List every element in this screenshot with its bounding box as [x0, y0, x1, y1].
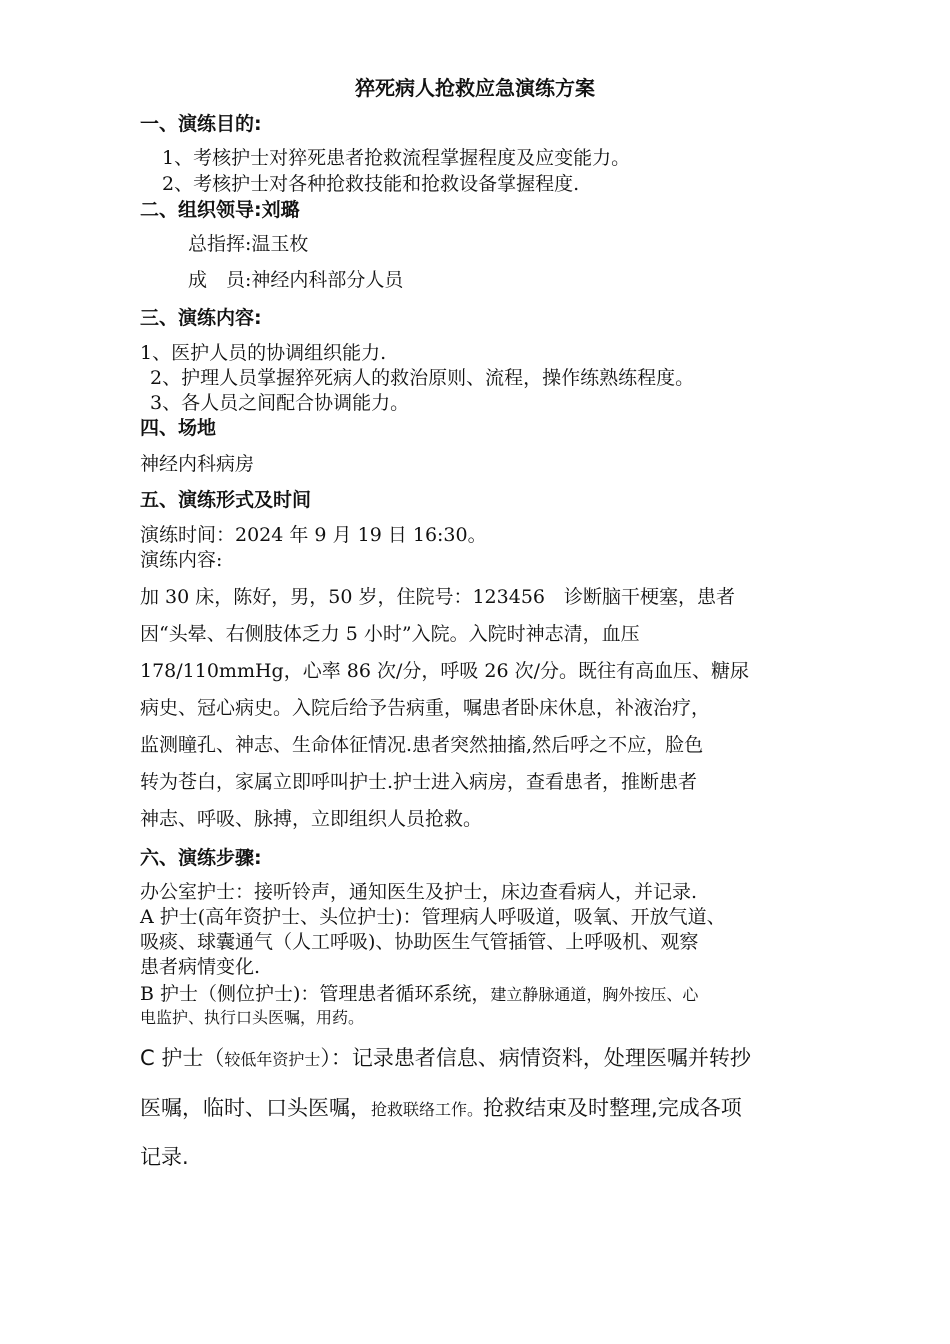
section-5-heading: 五、演练形式及时间 [140, 489, 312, 511]
section-1-item: 1、考核护士对猝死患者抢救流程掌握程度及应变能力。 [162, 147, 631, 169]
nurse-b-role: B 护士（侧位护士)：管理患者循环系统， [140, 983, 491, 1005]
section-3-item: 2、护理人员掌握猝死病人的救治原则、流程，操作练熟练程度。 [150, 367, 695, 389]
nurse-c-line-end: 记录. [140, 1145, 189, 1169]
nurse-c-line [140, 1094, 742, 1124]
nurse-b-duties-cont: 电监护、执行口头医嘱，用药。 [140, 1008, 365, 1027]
nurse-c-duties: ）：记录患者信息、病情资料，处理医嘱并转抄 [320, 1046, 751, 1070]
office-nurse-line: 办公室护士：接听铃声，通知医生及护士，床边查看病人，并记录. [140, 881, 698, 903]
section-2-heading: 二、组织领导:刘璐 [140, 199, 300, 221]
scenario-line: 加 30 床，陈好，男，50 岁，住院号：123456 诊断脑干梗塞，患者 [140, 586, 736, 608]
nurse-c-role: 较低年资护士 [224, 1050, 321, 1069]
section-3-item: 1、医护人员的协调组织能力. [140, 342, 387, 364]
drill-time: 演练时间：2024 年 9 月 19 日 16:30。 [140, 524, 487, 546]
nurse-a-line: A 护士(高年资护士、头位护士)：管理病人呼吸道，吸氧、开放气道、 [140, 906, 726, 928]
section-1-item: 2、考核护士对各种抢救技能和抢救设备掌握程度. [162, 173, 580, 195]
scenario-line: 监测瞳孔、神志、生命体征情况.患者突然抽搐,然后呼之不应，脸色 [140, 734, 704, 756]
nurse-c-duties-a: 医嘱，临时、口头医嘱， [140, 1096, 371, 1120]
section-6-heading: 六、演练步骤: [140, 847, 262, 869]
section-3-heading: 三、演练内容: [140, 307, 262, 329]
nurse-a-line: 吸痰、球囊通气（人工呼吸)、协助医生气管插管、上呼吸机、观察 [140, 931, 699, 953]
document-title: 猝死病人抢救应急演练方案 [355, 76, 595, 100]
drill-content-label: 演练内容: [140, 549, 223, 571]
scenario-line: 因“头晕、右侧肢体乏力 5 小时”入院。入院时神志清，血压 [140, 623, 640, 645]
nurse-b-duties: 建立静脉通道，胸外按压、心 [490, 985, 699, 1004]
nurse-c-duties-c: 抢救结束及时整理,完成各项 [483, 1096, 742, 1120]
scenario-line: 转为苍白，家属立即呼叫护士.护士进入病房，查看患者，推断患者 [140, 771, 698, 793]
nurse-c-prefix: C 护士（ [140, 1046, 225, 1070]
venue-text: 神经内科病房 [140, 453, 255, 475]
commander-line: 总指挥:温玉枚 [188, 233, 309, 255]
scenario-line: 178/110mmHg，心率 86 次/分，呼吸 26 次/分。既往有高血压、糖尿 [140, 660, 750, 682]
scenario-line: 病史、冠心病史。入院后给予告病重，嘱患者卧床休息，补液治疗， [140, 697, 711, 719]
nurse-c-duties-b: 抢救联络工作。 [371, 1100, 484, 1119]
section-1-heading: 一、演练目的: [140, 113, 262, 135]
nurse-a-line: 患者病情变化. [140, 956, 261, 978]
nurse-c-line [140, 1044, 751, 1074]
nurse-b-line [140, 982, 698, 1007]
section-3-item: 3、各人员之间配合协调能力。 [150, 392, 410, 414]
members-line: 成 员:神经内科部分人员 [188, 269, 404, 291]
scenario-line: 神志、呼吸、脉搏，立即组织人员抢救。 [140, 808, 483, 830]
section-4-heading: 四、场地 [140, 417, 217, 439]
